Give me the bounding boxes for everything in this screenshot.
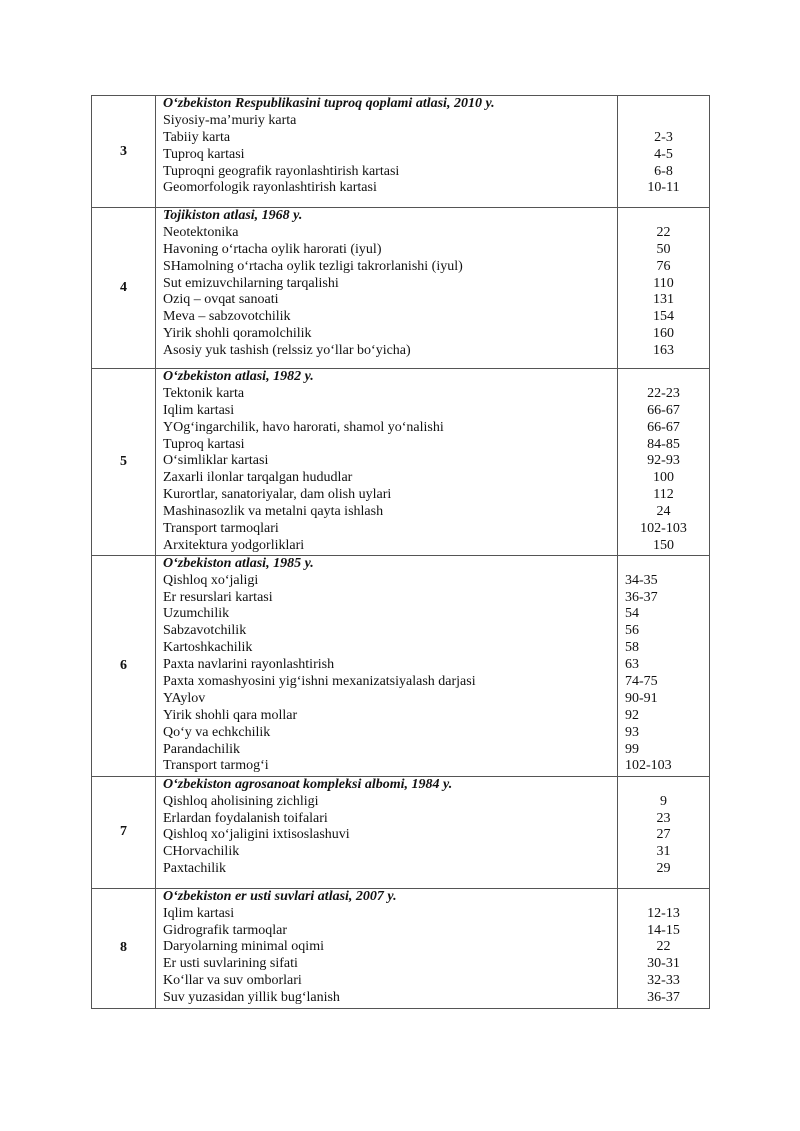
page-ref: 50 (656, 241, 671, 257)
page-ref: 2-3 (654, 129, 673, 145)
map-name: Havoning o‘rtacha oylik harorati (iyul) (163, 241, 382, 257)
map-name: Zaxarli ilonlar tarqalgan hududlar (163, 470, 353, 486)
map-name: Sabzavotchilik (163, 623, 247, 639)
section-number: 7 (92, 776, 156, 888)
map-name: YOg‘ingarchilik, havo harorati, shamol yo‘nalishi (163, 419, 444, 435)
map-name: Meva – sabzovotchilik (163, 309, 291, 325)
map-name: SHamolning o‘rtacha oylik tezligi takrorlanishi (iyul) (163, 258, 463, 274)
page-ref: 36-37 (625, 589, 658, 605)
map-name: Kurortlar, sanatoriyalar, dam olish uylari (163, 487, 392, 503)
map-list-cell (156, 96, 618, 208)
map-name: Iqlim kartasi (163, 402, 235, 418)
table-row (92, 776, 710, 888)
atlas-table (91, 95, 710, 1009)
map-list-cell (156, 369, 618, 556)
page-ref: 34-35 (625, 572, 658, 588)
atlas-title: O‘zbekiston Respublikasini tuproq qoplami atlasi, 2010 y. (163, 96, 495, 111)
page-list-cell (618, 208, 710, 369)
map-name: Transport tarmog‘i (163, 758, 269, 774)
map-name: Paxtachilik (163, 861, 226, 877)
page-ref: 90-91 (625, 690, 658, 706)
page-ref: 23 (656, 810, 671, 826)
page-ref: 66-67 (647, 419, 680, 435)
table-row (92, 555, 710, 776)
page-ref: 63 (625, 657, 639, 673)
map-name: Daryolarning minimal oqimi (163, 939, 324, 955)
map-name: Tabiiy karta (163, 129, 231, 145)
map-name: Siyosiy-ma’muriy karta (163, 112, 297, 128)
map-name: Paxta navlarini rayonlashtirish (163, 657, 335, 673)
page-ref: 74-75 (625, 674, 658, 690)
page-ref: 160 (653, 326, 674, 342)
section-number: 8 (92, 888, 156, 1008)
map-name: Yirik shohli qoramolchilik (163, 326, 312, 342)
page-ref: 24 (656, 504, 671, 520)
table-row (92, 96, 710, 208)
page-ref: 29 (656, 861, 671, 877)
page-ref: 10-11 (647, 180, 680, 196)
page-ref: 131 (653, 292, 674, 308)
map-name: Tektonik karta (163, 385, 245, 401)
table-row (92, 888, 710, 1008)
page-list-cell (618, 888, 710, 1008)
section-number: 4 (92, 208, 156, 369)
table-row (92, 208, 710, 369)
page-ref: 32-33 (647, 973, 680, 989)
map-list-cell (156, 555, 618, 776)
map-name: Er usti suvlarining sifati (163, 956, 298, 972)
map-name: Transport tarmoqlari (163, 521, 279, 537)
page-list-cell (618, 369, 710, 556)
page-ref: 150 (653, 537, 674, 553)
page-ref: 92 (625, 707, 639, 723)
page-ref: 102-103 (625, 758, 672, 774)
map-name: Parandachilik (163, 741, 240, 757)
map-name: Tuproqni geografik rayonlashtirish kartasi (163, 163, 400, 179)
map-name: Asosiy yuk tashish (relssiz yo‘llar bo‘yicha) (163, 343, 411, 359)
page-ref: 110 (653, 275, 674, 291)
map-name: Kartoshkachilik (163, 640, 253, 656)
page-ref (618, 113, 709, 130)
page-ref: 99 (625, 741, 639, 757)
map-name: Qo‘y va echkchilik (163, 724, 271, 740)
section-number: 5 (92, 369, 156, 556)
page-ref: 12-13 (647, 905, 680, 921)
page-ref: 22 (656, 939, 671, 955)
page-ref: 112 (653, 487, 674, 503)
atlas-title: O‘zbekiston er usti suvlari atlasi, 2007 y. (163, 888, 397, 904)
page-ref: 36-37 (647, 990, 680, 1006)
atlas-title: O‘zbekiston agrosanoat kompleksi albomi, 1984 y. (163, 776, 453, 792)
page-ref: 54 (625, 606, 639, 622)
map-list-cell (156, 888, 618, 1008)
map-name: Uzumchilik (163, 606, 230, 622)
page-ref: 9 (660, 793, 667, 809)
page-ref: 102-103 (640, 521, 687, 537)
map-name: Sut emizuvchilarning tarqalishi (163, 275, 339, 291)
page-ref: 93 (625, 724, 639, 740)
atlas-title: O‘zbekiston atlasi, 1985 y. (163, 555, 314, 571)
map-name: Qishloq aholisining zichligi (163, 793, 319, 809)
page-list-cell (618, 776, 710, 888)
map-name: Yirik shohli qara mollar (163, 707, 298, 723)
map-name: Ko‘llar va suv omborlari (163, 973, 302, 989)
map-name: Tuproq kartasi (163, 146, 245, 162)
map-name: YAylov (163, 690, 206, 706)
page-ref: 14-15 (647, 922, 680, 938)
map-list-cell (156, 776, 618, 888)
table-row (92, 369, 710, 556)
map-name: Qishloq xo‘jaligini ixtisoslashuvi (163, 827, 350, 843)
section-number: 3 (92, 96, 156, 208)
map-name: Geomorfologik rayonlashtirish kartasi (163, 180, 377, 196)
map-name: Tuproq kartasi (163, 436, 245, 452)
map-name: Mashinasozlik va metalni qayta ishlash (163, 504, 384, 520)
map-name: Iqlim kartasi (163, 905, 235, 921)
map-name: CHorvachilik (163, 844, 240, 860)
page-ref: 6-8 (654, 163, 673, 179)
page-ref: 92-93 (647, 453, 680, 469)
page-ref: 100 (653, 470, 674, 486)
map-name: Oziq – ovqat sanoati (163, 292, 279, 308)
map-list-cell (156, 208, 618, 369)
map-name: Suv yuzasidan yillik bug‘lanish (163, 990, 340, 1006)
page-ref: 58 (625, 640, 639, 656)
page-ref: 56 (625, 623, 639, 639)
page-ref: 84-85 (647, 436, 680, 452)
map-name: Er resurslari kartasi (163, 589, 273, 605)
map-name: O‘simliklar kartasi (163, 453, 269, 469)
page-ref: 66-67 (647, 402, 680, 418)
page-ref: 76 (656, 258, 671, 274)
atlas-title: O‘zbekiston atlasi, 1982 y. (163, 369, 314, 384)
page-ref: 22-23 (647, 385, 680, 401)
page-list-cell (618, 555, 710, 776)
map-name: Qishloq xo‘jaligi (163, 572, 259, 588)
map-name: Arxitektura yodgorliklari (163, 537, 305, 553)
page-ref: 163 (653, 343, 674, 359)
page-ref: 30-31 (647, 956, 680, 972)
page-ref: 27 (656, 827, 671, 843)
map-name: Paxta xomashyosini yig‘ishni mexanizatsiyalash darjasi (163, 674, 476, 690)
page-ref: 31 (656, 844, 671, 860)
map-name: Erlardan foydalanish toifalari (163, 810, 328, 826)
page-ref: 4-5 (654, 146, 673, 162)
page-list-cell (618, 96, 710, 208)
map-name: Gidrografik tarmoqlar (163, 922, 288, 938)
atlas-title: Tojikiston atlasi, 1968 y. (163, 208, 303, 223)
page-ref: 22 (656, 224, 671, 240)
page-ref: 154 (653, 309, 674, 325)
section-number: 6 (92, 555, 156, 776)
map-name: Neotektonika (163, 224, 239, 240)
